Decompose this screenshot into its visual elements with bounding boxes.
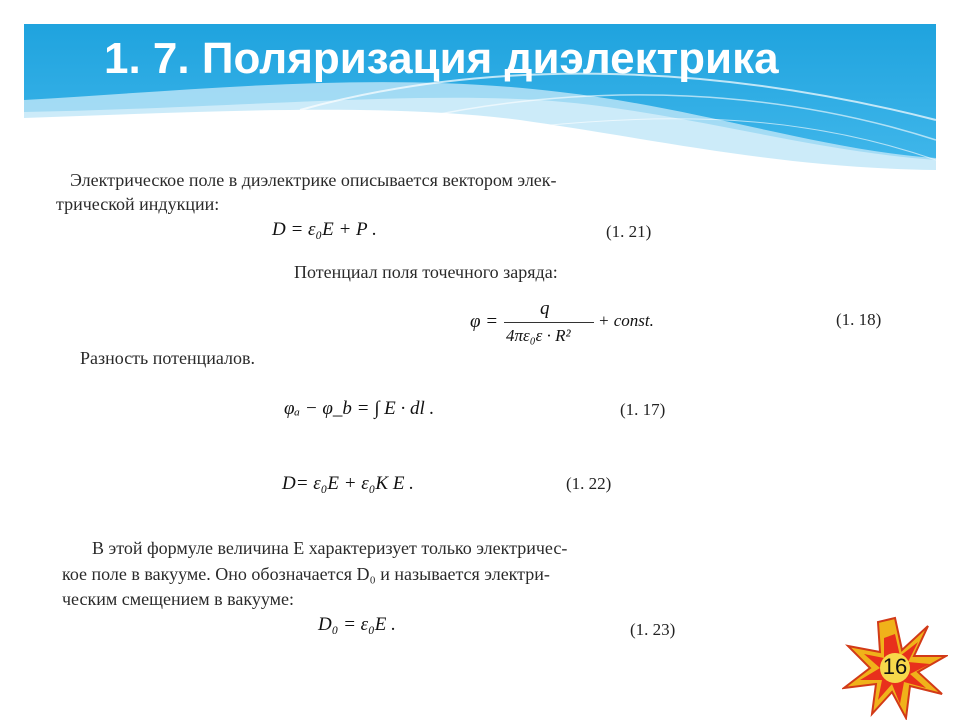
equation-1-22: D= ε₀E + ε₀K E . bbox=[282, 473, 414, 494]
paragraph-line: кое поле в вакууме. Оно обозначается D₀ и называется электри- bbox=[62, 564, 550, 584]
header-wave-graphic bbox=[0, 0, 960, 170]
slide-title: 1. 7. Поляризация диэлектрика bbox=[104, 34, 779, 83]
slide-header bbox=[0, 0, 960, 170]
paragraph-line: Электрическое поле в диэлектрике описывается вектором элек- bbox=[70, 170, 557, 190]
equation-number: (1. 18) bbox=[836, 310, 882, 329]
equation-number: (1. 23) bbox=[630, 620, 676, 639]
equation-rhs: + const. bbox=[598, 311, 654, 330]
fraction-bar bbox=[504, 322, 594, 323]
page-number-badge bbox=[842, 616, 948, 720]
fraction-numerator: q bbox=[540, 298, 550, 319]
equation-number: (1. 22) bbox=[566, 474, 612, 493]
fraction-denominator: 4πε₀ε · R² bbox=[506, 326, 571, 345]
section-label: Разность потенциалов. bbox=[80, 348, 256, 368]
equation-lhs: φ = bbox=[470, 311, 499, 332]
equation-1-21: D = ε₀E + P . bbox=[272, 219, 377, 240]
equation-number: (1. 17) bbox=[620, 400, 666, 419]
equation-1-23: D₀ = ε₀E . bbox=[318, 614, 396, 635]
paragraph-line: ческим смещением в вакууме: bbox=[62, 589, 294, 609]
paragraph-line: трической индукции: bbox=[56, 194, 220, 214]
equation-1-17: φₐ − φ_b = ∫ E · dl . bbox=[284, 398, 435, 419]
paragraph-line: В этой формуле величина E характеризует только электричес- bbox=[92, 538, 568, 558]
equation-number: (1. 21) bbox=[606, 222, 652, 241]
page-number: 16 bbox=[882, 654, 908, 679]
section-label: Потенциал поля точечного заряда: bbox=[294, 262, 558, 282]
